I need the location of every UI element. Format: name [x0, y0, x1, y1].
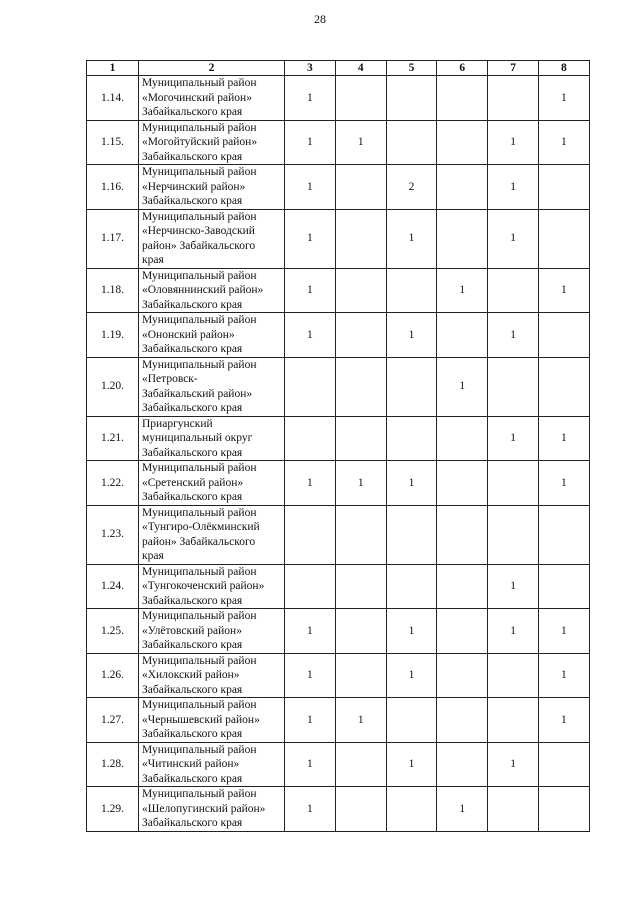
district-name-line: Забайкальского края [142, 639, 243, 651]
value-cell [386, 357, 437, 416]
district-name-line: Забайкальского края [142, 195, 243, 207]
row-number: 1.25. [87, 609, 139, 654]
district-name-line: Забайкальского края [142, 402, 243, 414]
value-cell [437, 742, 488, 787]
column-header: 1 [87, 61, 139, 76]
district-name [139, 416, 285, 461]
value-cell [335, 268, 386, 313]
value-cell: 1 [538, 698, 589, 743]
district-name [139, 653, 285, 698]
district-name-line: «Чернышевский район» [142, 713, 260, 726]
row-number: 1.19. [87, 313, 139, 358]
district-name-line: Муниципальный район [142, 462, 257, 474]
district-name-line: «Тунгиро-Олёкминский [142, 521, 260, 533]
district-name-line: Забайкальского края [142, 106, 243, 118]
value-cell [437, 209, 488, 268]
district-name [139, 564, 285, 609]
value-cell: 1 [285, 698, 336, 743]
row-number: 1.24. [87, 564, 139, 609]
value-cell [335, 609, 386, 654]
value-cell: 1 [285, 209, 336, 268]
value-cell: 1 [437, 268, 488, 313]
district-name [139, 313, 285, 358]
value-cell [437, 653, 488, 698]
district-name-line: Муниципальный район [142, 506, 257, 519]
value-cell [386, 76, 437, 121]
value-cell [285, 416, 336, 461]
district-name-line: «Шелопугинский район» [142, 802, 266, 815]
district-name [139, 461, 285, 506]
value-cell [335, 357, 386, 416]
district-name-line: Муниципальный район [142, 166, 257, 178]
district-name-line: «Читинский район» [142, 758, 240, 770]
district-name-line: Забайкальского края [142, 446, 243, 459]
district-name [139, 609, 285, 654]
district-name-line: Забайкальского края [142, 298, 243, 311]
value-cell: 1 [386, 461, 437, 506]
district-name-line: район» Забайкальского [142, 535, 256, 548]
value-cell [437, 165, 488, 210]
row-number: 1.28. [87, 742, 139, 787]
value-cell: 1 [488, 609, 539, 654]
value-cell: 1 [285, 461, 336, 506]
district-name-line: Забайкальский район» [142, 387, 253, 400]
value-cell [437, 416, 488, 461]
district-name-line: «Сретенский район» [142, 476, 244, 489]
value-cell [285, 357, 336, 416]
district-name-line: «Могойтуйский район» [142, 136, 258, 148]
value-cell [538, 787, 589, 832]
table-row [87, 357, 590, 416]
value-cell [285, 505, 336, 564]
value-cell: 1 [488, 564, 539, 609]
district-name-line: Муниципальный район [142, 788, 257, 800]
row-number: 1.20. [87, 357, 139, 416]
district-name-line: Муниципальный район [142, 314, 257, 326]
district-name [139, 505, 285, 564]
value-cell [335, 76, 386, 121]
value-cell [437, 461, 488, 506]
value-cell [488, 698, 539, 743]
value-cell: 1 [488, 120, 539, 165]
value-cell: 1 [285, 76, 336, 121]
value-cell [437, 313, 488, 358]
value-cell [386, 698, 437, 743]
row-number: 1.17. [87, 209, 139, 268]
value-cell [488, 357, 539, 416]
row-number: 1.15. [87, 120, 139, 165]
value-cell: 1 [285, 165, 336, 210]
value-cell: 1 [285, 787, 336, 832]
page-number: 28 [314, 12, 326, 26]
value-cell [335, 209, 386, 268]
table-body [87, 76, 590, 832]
value-cell [538, 209, 589, 268]
district-name-line: муниципальный округ [142, 432, 253, 444]
district-name-line: Муниципальный район [142, 77, 257, 89]
district-name-line: края [142, 254, 164, 266]
district-name-line: края [142, 550, 164, 562]
value-cell [437, 609, 488, 654]
value-cell [538, 505, 589, 564]
district-name-line: Муниципальный район [142, 210, 257, 223]
value-cell [335, 165, 386, 210]
table-row [87, 505, 590, 564]
district-name [139, 165, 285, 210]
value-cell: 1 [386, 209, 437, 268]
row-number: 1.26. [87, 653, 139, 698]
value-cell [538, 313, 589, 358]
district-name [139, 120, 285, 165]
table-row [87, 120, 590, 165]
value-cell: 1 [488, 742, 539, 787]
value-cell [437, 120, 488, 165]
district-name [139, 268, 285, 313]
value-cell [488, 653, 539, 698]
table-row [87, 609, 590, 654]
column-header: 7 [488, 61, 539, 76]
value-cell: 1 [437, 787, 488, 832]
value-cell: 1 [538, 416, 589, 461]
value-cell: 2 [386, 165, 437, 210]
value-cell: 1 [285, 609, 336, 654]
value-cell: 1 [335, 698, 386, 743]
column-header: 3 [285, 61, 336, 76]
table-row [87, 787, 590, 832]
value-cell: 1 [538, 609, 589, 654]
row-number: 1.22. [87, 461, 139, 506]
table-row [87, 313, 590, 358]
table-row [87, 742, 590, 787]
value-cell [437, 505, 488, 564]
table-row [87, 653, 590, 698]
value-cell [437, 698, 488, 743]
value-cell: 1 [538, 76, 589, 121]
value-cell [335, 416, 386, 461]
district-name-line: Муниципальный район [142, 269, 257, 282]
district-name-line: район» Забайкальского [142, 239, 256, 252]
district-name-line: Забайкальского края [142, 343, 243, 355]
value-cell [285, 564, 336, 609]
district-name-line: Муниципальный район [142, 121, 257, 134]
value-cell [386, 505, 437, 564]
value-cell [538, 357, 589, 416]
district-name [139, 76, 285, 121]
value-cell [437, 76, 488, 121]
value-cell [335, 505, 386, 564]
row-number: 1.18. [87, 268, 139, 313]
district-name-line: «Тунгокоченский район» [142, 580, 265, 592]
value-cell [386, 416, 437, 461]
value-cell [538, 742, 589, 787]
district-name [139, 742, 285, 787]
row-number: 1.23. [87, 505, 139, 564]
table-row [87, 165, 590, 210]
district-name-line: «Могочинский район» [142, 91, 252, 104]
row-number: 1.14. [87, 76, 139, 121]
value-cell: 1 [335, 120, 386, 165]
value-cell: 1 [285, 742, 336, 787]
district-name-line: «Нерчинский район» [142, 180, 246, 193]
value-cell: 1 [285, 653, 336, 698]
value-cell: 1 [488, 416, 539, 461]
table-row [87, 209, 590, 268]
district-name-line: Муниципальный район [142, 699, 257, 711]
district-name-line: «Хилокский район» [142, 669, 240, 681]
row-number: 1.29. [87, 787, 139, 832]
value-cell [538, 564, 589, 609]
row-number: 1.16. [87, 165, 139, 210]
table-header-row [87, 61, 590, 76]
district-name-line: Муниципальный район [142, 743, 257, 756]
value-cell [386, 268, 437, 313]
table-row [87, 76, 590, 121]
value-cell: 1 [538, 120, 589, 165]
districts-table [86, 60, 590, 832]
table-row [87, 461, 590, 506]
district-name-line: Забайкальского края [142, 150, 243, 163]
table-row [87, 564, 590, 609]
district-name-line: Муниципальный район [142, 610, 257, 622]
column-header: 8 [538, 61, 589, 76]
row-number: 1.21. [87, 416, 139, 461]
table-row [87, 268, 590, 313]
district-name-line: «Петровск- [142, 373, 198, 385]
value-cell [335, 653, 386, 698]
value-cell: 1 [488, 209, 539, 268]
district-name-line: Муниципальный район [142, 358, 257, 371]
value-cell [538, 165, 589, 210]
column-header: 5 [386, 61, 437, 76]
district-name-line: «Ононский район» [142, 328, 235, 341]
table-row [87, 416, 590, 461]
district-name-line: «Улётовский район» [142, 624, 242, 637]
district-name-line: Забайкальского края [142, 772, 243, 785]
district-name [139, 787, 285, 832]
district-name-line: «Нерчинско-Заводский [142, 225, 255, 237]
column-header: 2 [139, 61, 285, 76]
district-name [139, 357, 285, 416]
value-cell: 1 [538, 268, 589, 313]
district-name-line: Приаргунский [142, 417, 213, 430]
district-name-line: Муниципальный район [142, 565, 257, 578]
district-name [139, 209, 285, 268]
value-cell: 1 [488, 313, 539, 358]
value-cell [488, 76, 539, 121]
value-cell: 1 [285, 268, 336, 313]
value-cell [386, 564, 437, 609]
value-cell: 1 [386, 609, 437, 654]
value-cell: 1 [335, 461, 386, 506]
value-cell [335, 742, 386, 787]
column-header: 4 [335, 61, 386, 76]
table-row [87, 698, 590, 743]
district-name-line: Забайкальского края [142, 491, 243, 503]
value-cell [488, 461, 539, 506]
value-cell [335, 787, 386, 832]
row-number: 1.27. [87, 698, 139, 743]
value-cell: 1 [386, 742, 437, 787]
value-cell: 1 [285, 313, 336, 358]
value-cell [437, 564, 488, 609]
district-name-line: Забайкальского края [142, 817, 243, 829]
value-cell [386, 120, 437, 165]
district-name [139, 698, 285, 743]
value-cell: 1 [386, 653, 437, 698]
value-cell [488, 268, 539, 313]
value-cell [335, 564, 386, 609]
value-cell [335, 313, 386, 358]
district-name-line: Забайкальского края [142, 683, 243, 696]
value-cell: 1 [538, 653, 589, 698]
value-cell [488, 787, 539, 832]
column-header: 6 [437, 61, 488, 76]
value-cell: 1 [488, 165, 539, 210]
district-name-line: Забайкальского края [142, 728, 243, 740]
value-cell: 1 [386, 313, 437, 358]
value-cell: 1 [538, 461, 589, 506]
value-cell: 1 [437, 357, 488, 416]
district-name-line: «Оловяннинский район» [142, 284, 264, 296]
value-cell [386, 787, 437, 832]
district-name-line: Муниципальный район [142, 654, 257, 667]
value-cell [488, 505, 539, 564]
value-cell: 1 [285, 120, 336, 165]
district-name-line: Забайкальского края [142, 594, 243, 607]
